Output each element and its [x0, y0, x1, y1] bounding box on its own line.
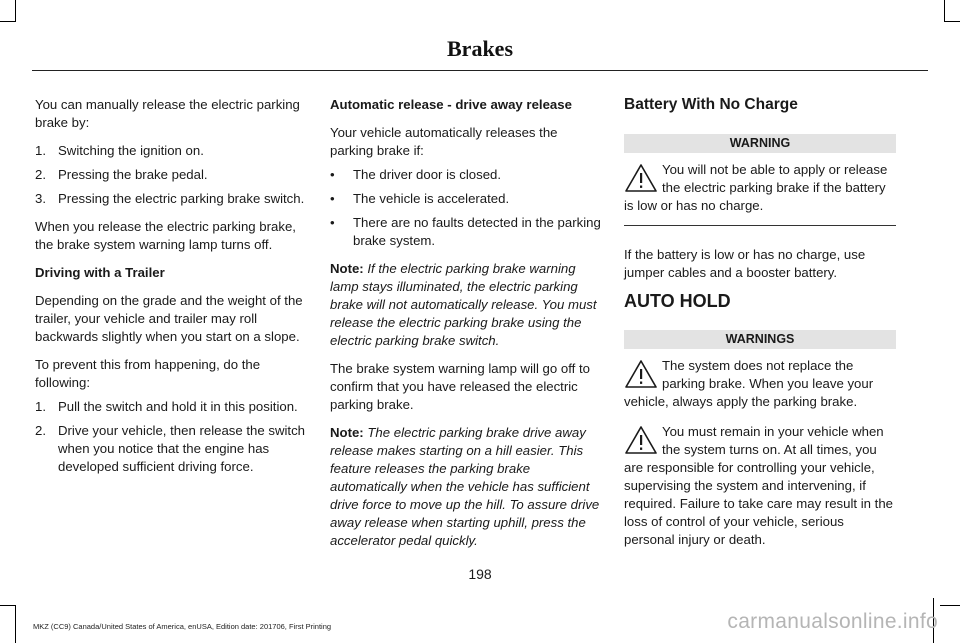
warning-text: You must remain in your vehicle when the system turns on. At all times, you are responsible for controlling your vehicle, supervising the system and intervening, if required. Failure to take care may result in the loss of control of your vehicle, serious personal injury or death.	[624, 424, 894, 547]
battery-warning	[624, 161, 896, 215]
lamp-off-text: The brake system warning lamp will go off to confirm that you have released the electric parking brake.	[330, 361, 590, 412]
auto-release-intro: Your vehicle automatically releases the parking brake if:	[330, 125, 558, 158]
crop-mark	[0, 605, 16, 606]
watermark: carmanualsonline.info	[727, 610, 938, 633]
list-number: 1.	[35, 143, 46, 158]
crop-mark	[15, 605, 16, 643]
list-number: 1.	[35, 399, 46, 414]
note-text: The electric parking brake drive away release makes starting on a hill easier. This feature releases the parking brake automatically when the vehicle has sufficient drive force to move up the hill. To assure drive away release when starting uphill, press the accelerator pedal quickly.	[330, 425, 600, 548]
note-drive-away	[330, 424, 602, 550]
crop-mark	[944, 21, 960, 22]
warning-label: WARNING	[624, 134, 896, 153]
column-right	[624, 96, 896, 559]
auto-hold-warning	[624, 357, 896, 411]
bullet: •	[330, 191, 335, 206]
note-text: If the electric parking brake warning lamp stays illuminated, the electric parking brake will not automatically release. You must release the electric parking brake using the electric parking brake switch.	[330, 261, 597, 348]
list-number: 3.	[35, 191, 46, 206]
auto-hold-warning	[624, 423, 896, 549]
prevent-text: To prevent this from happening, do the following:	[35, 357, 261, 390]
warning-triangle-icon	[624, 359, 658, 389]
list-item	[35, 190, 306, 208]
warning-triangle-icon	[624, 163, 658, 193]
battery-text: If the battery is low or has no charge, use jumper cables and a booster battery.	[624, 247, 866, 280]
crop-mark	[944, 0, 945, 22]
list-text: The driver door is closed.	[353, 167, 502, 182]
crop-mark	[15, 0, 16, 22]
list-text: Pressing the electric parking brake switch.	[58, 191, 305, 206]
battery-heading: Battery With No Charge	[624, 96, 798, 113]
page-number: 198	[468, 566, 492, 582]
crop-mark	[0, 21, 16, 22]
list-item	[35, 422, 306, 476]
list-text: Drive your vehicle, then release the switch when you notice that the engine has developed sufficient driving force.	[58, 423, 306, 474]
trailer-heading: Driving with a Trailer	[35, 265, 165, 280]
page-title: Brakes	[447, 36, 513, 61]
column-left	[35, 96, 306, 486]
list-text: Pressing the brake pedal.	[58, 167, 208, 182]
header-divider	[32, 70, 928, 71]
prevent-steps	[35, 398, 306, 476]
list-item	[330, 214, 602, 250]
list-item	[35, 166, 306, 184]
bullet: •	[330, 167, 335, 182]
warning-triangle-icon	[624, 425, 658, 455]
list-item	[35, 398, 306, 416]
trailer-text: Depending on the grade and the weight of the trailer, your vehicle and trailer may roll backwards slightly when you start on a slope.	[35, 293, 303, 344]
edition-footer: MKZ (CC9) Canada/United States of America, enUSA, Edition date: 201706, First Printing	[33, 622, 332, 631]
auto-hold-heading: AUTO HOLD	[624, 291, 731, 311]
manual-release-intro: You can manually release the electric parking brake by:	[35, 97, 300, 130]
list-number: 2.	[35, 423, 46, 438]
crop-mark	[940, 605, 960, 606]
note-label: Note:	[330, 261, 364, 276]
list-item	[35, 142, 306, 160]
list-item	[330, 190, 602, 208]
release-lamp-text: When you release the electric parking brake, the brake system warning lamp turns off.	[35, 219, 296, 252]
list-text: Pull the switch and hold it in this position.	[58, 399, 298, 414]
list-number: 2.	[35, 167, 46, 182]
auto-release-conditions	[330, 166, 602, 250]
list-item	[330, 166, 602, 184]
bullet: •	[330, 215, 335, 230]
auto-release-heading: Automatic release - drive away release	[330, 97, 572, 112]
list-text: There are no faults detected in the parking brake system.	[353, 215, 601, 248]
manual-release-steps	[35, 142, 306, 208]
list-text: Switching the ignition on.	[58, 143, 204, 158]
warnings-label: WARNINGS	[624, 330, 896, 349]
warning-text: The system does not replace the parking brake. When you leave your vehicle, always apply the parking brake.	[624, 358, 874, 409]
list-text: The vehicle is accelerated.	[353, 191, 510, 206]
note-label: Note:	[330, 425, 364, 440]
note-warning-lamp	[330, 260, 602, 350]
column-middle	[330, 96, 602, 560]
warning-divider	[624, 225, 896, 226]
warning-text: You will not be able to apply or release the electric parking brake if the battery is low or has no charge.	[624, 162, 888, 213]
